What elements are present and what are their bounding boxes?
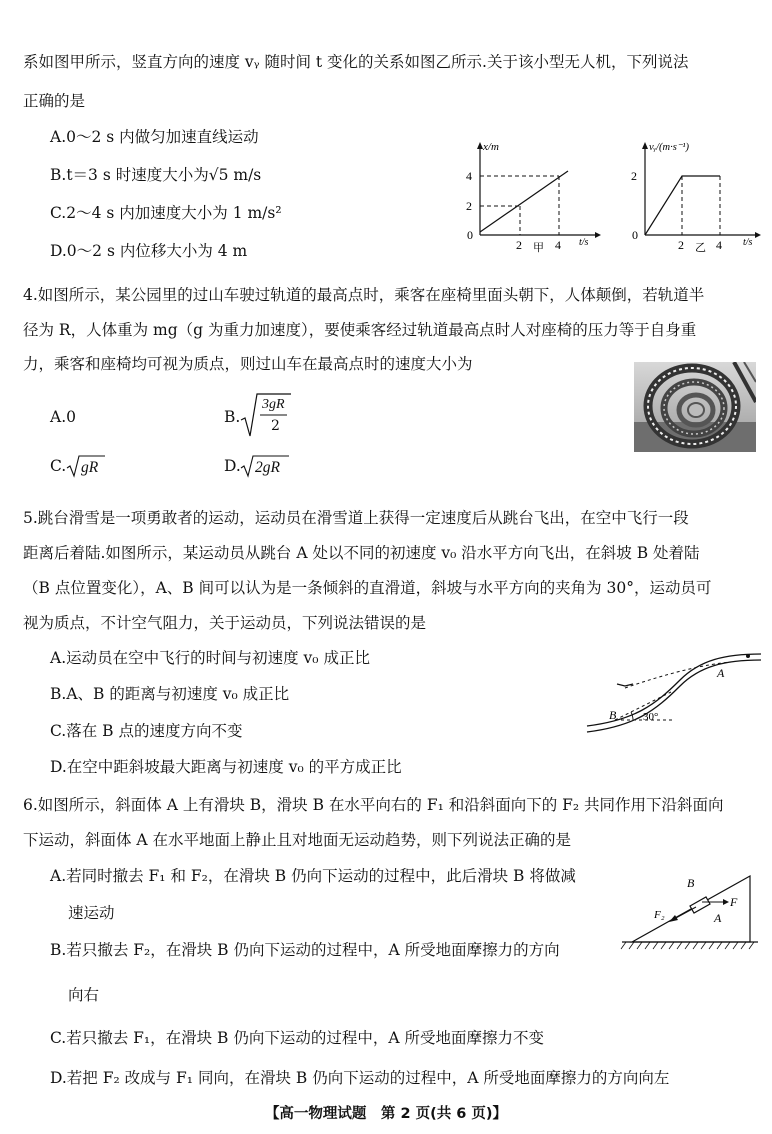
graph-jia-caption: 甲 (533, 242, 544, 254)
graph-jia-xtick-4: 4 (555, 238, 561, 252)
skier-icon (617, 684, 633, 686)
graph-jia-xtick-2: 2 (516, 238, 522, 252)
graph-jia-ylabel: x/m (483, 141, 499, 153)
force-f2-arrow (674, 907, 696, 919)
ski-label-b: B (609, 708, 617, 722)
ground-hatching (621, 942, 754, 949)
q3-option-c: C.2～4 s 内加速度大小为 1 m/s² (50, 204, 282, 222)
incline-label-f1: F (730, 895, 738, 909)
q3-stem-line2: 正确的是 (23, 92, 86, 110)
graph-jia-ytick-4: 4 (466, 169, 472, 183)
graph-jia-x-arrow (595, 232, 601, 238)
ski-angle-label: 30° (643, 711, 659, 723)
skier-start-icon (746, 654, 750, 658)
ski-label-a: A (717, 666, 725, 680)
incline-figure (618, 862, 763, 954)
graph-jia (455, 135, 605, 255)
angle-arc (631, 712, 633, 720)
q6-option-b-line1: B.若只撤去 F₂，在滑块 B 仍向下运动的过程中，A 所受地面摩擦力的方向 (50, 941, 560, 959)
q4-stem-line3: 力，乘客和座椅均可视为质点，则过山车在最高点时的速度大小为 (23, 355, 473, 373)
q3-option-d: D.0～2 s 内位移大小为 4 m (50, 242, 248, 260)
q5-option-c: C.落在 B 点的速度方向不变 (50, 722, 243, 740)
q4-option-d-radicand: 2gR (255, 459, 280, 476)
q4-option-b-denominator: 2 (271, 418, 280, 434)
q4-stem-line2: 径为 R，人体重为 mg（g 为重力加速度），要使乘客经过轨道最高点时人对座椅的压力等于自身重 (23, 321, 697, 339)
q5-option-b: B.A、B 的距离与初速度 v₀ 成正比 (50, 685, 290, 703)
q4-option-a: A.0 (50, 408, 76, 426)
graph-yi-xtick-2: 2 (678, 238, 684, 252)
incline-label-f2: F₂ (654, 909, 665, 921)
incline-label-b: B (687, 876, 695, 890)
ski-jump-figure (585, 640, 765, 740)
graph-jia-xlabel: t/s (579, 237, 589, 248)
q6-option-b-line2: 向右 (68, 986, 100, 1004)
graph-yi-xtick-4: 4 (716, 238, 722, 252)
graph-yi-y-arrow (642, 142, 648, 149)
q5-option-a: A.运动员在空中飞行的时间与初速度 v₀ 成正比 (50, 649, 370, 667)
graph-jia-line (480, 171, 568, 232)
q4-option-b-prefix: B. (224, 408, 241, 426)
q5-stem-line4: 视为质点，不计空气阻力，关于运动员，下列说法错误的是 (23, 614, 427, 632)
q4-option-c-radicand: gR (81, 459, 99, 476)
graph-yi-ytick-0: 0 (632, 228, 638, 242)
incline-label-a: A (714, 911, 722, 925)
q6-option-a-line2: 速运动 (68, 904, 115, 922)
force-f1-arrowhead (723, 899, 729, 905)
graph-yi-ytick-2: 2 (631, 169, 637, 183)
q4-option-d-prefix: D. (224, 457, 241, 475)
q5-stem-line2: 距离后着陆.如图所示，某运动员从跳台 A 处以不同的初速度 v₀ 沿水平方向飞出，在斜坡 B 处着陆 (23, 544, 700, 562)
q5-stem-line3: （B 点位置变化），A、B 间可以认为是一条倾斜的直滑道，斜坡与水平方向的夹角为 30°，运动员可 (23, 579, 712, 597)
slider-block-b (690, 897, 710, 913)
page-footer: 【高一物理试题 第 2 页(共 6 页)】 (264, 1106, 508, 1122)
q3-stem-line1: 系如图甲所示，竖直方向的速度 vᵧ 随时间 t 变化的关系如图乙所示.关于该小型无人机，下列说法 (23, 53, 689, 71)
graph-yi-caption: 乙 (695, 242, 706, 254)
q5-stem-line1: 5.跳台滑雪是一项勇敢者的运动，运动员在滑雪道上获得一定速度后从跳台飞出，在空中飞行一段 (23, 509, 689, 527)
q5-option-d: D.在空中距斜坡最大距离与初速度 v₀ 的平方成正比 (50, 758, 402, 776)
q6-stem-line2: 下运动，斜面体 A 在水平地面上静止且对地面无运动趋势，则下列说法正确的是 (23, 831, 572, 849)
graph-yi-xlabel: t/s (743, 237, 753, 248)
graph-yi-ylabel: vᵧ/(m·s⁻¹) (649, 142, 689, 153)
q6-stem-line1: 6.如图所示，斜面体 A 上有滑块 B，滑块 B 在水平向右的 F₁ 和沿斜面向下的 F₂ 共同作用下沿斜面向 (23, 796, 724, 814)
q4-option-c-prefix: C. (50, 457, 67, 475)
force-f2-arrowhead (669, 915, 678, 922)
q6-option-a-line1: A.若同时撤去 F₁ 和 F₂，在滑块 B 仍向下运动的过程中，此后滑块 B 将做减 (50, 867, 576, 885)
graph-yi-x-arrow (755, 232, 761, 238)
roller-coaster-photo (634, 362, 756, 452)
graph-yi (620, 135, 765, 255)
q6-option-d: D.若把 F₂ 改成与 F₁ 同向，在滑块 B 仍向下运动的过程中，A 所受地面摩擦力的方向向左 (50, 1069, 670, 1087)
graph-jia-ytick-2: 2 (466, 199, 472, 213)
q3-option-b: B.t＝3 s 时速度大小为√5 m/s (50, 166, 262, 184)
q3-option-a: A.0～2 s 内做匀加速直线运动 (50, 128, 259, 146)
q4-stem-line1: 4.如图所示，某公园里的过山车驶过轨道的最高点时，乘客在座椅里面头朝下，人体颠倒，若轨道半 (23, 286, 705, 304)
q4-option-b-numerator: 3gR (262, 397, 285, 412)
q6-option-c: C.若只撤去 F₁，在滑块 B 仍向下运动的过程中，A 所受地面摩擦力不变 (50, 1029, 544, 1047)
graph-jia-ytick-0: 0 (467, 228, 473, 242)
